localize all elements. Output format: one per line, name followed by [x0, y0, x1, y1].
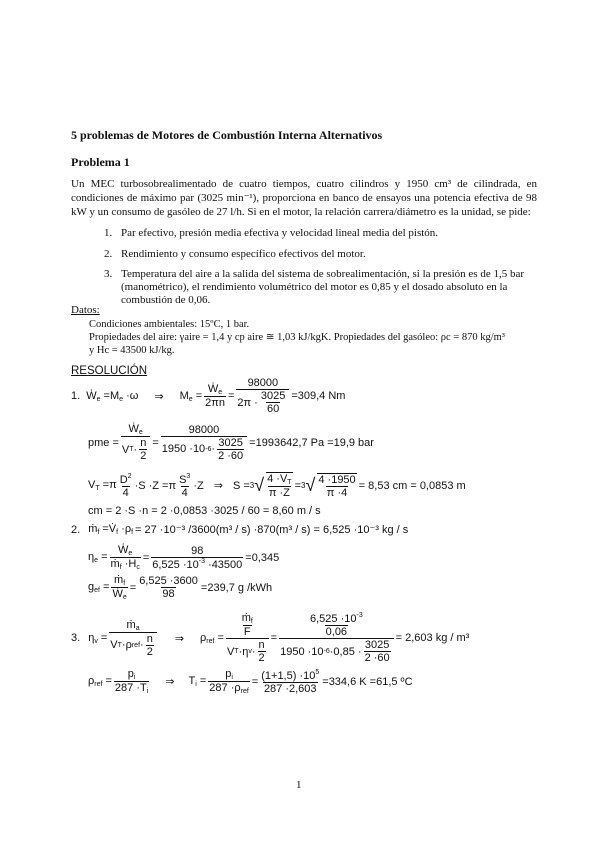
list-item-number: 2. [104, 248, 113, 260]
list-item [104, 268, 538, 307]
equation-temperature: $\rho_{ref}$ = $\frac{p_i}{287 \cdot T_i}$ ⇒ $T_i$ = $\frac{p_i}{287 \cdot\rho_{ref}}$ = $\frac{(1+1,5) \cdot 10^5}{287 \cdot 2,603}$ =334,6 K =61,5 ºC [88, 668, 413, 695]
list-item-text: Rendimiento y consumo específico efectivos del motor. [121, 248, 366, 260]
page-number: 1 [296, 779, 302, 791]
step-number: 2. [71, 523, 81, 536]
list-item-number: 3. [104, 268, 113, 280]
problem-statement: Un MEC turbosobrealimentado de cuatro tiempos, cuatro cilindros y 1950 cm³ de cilindrada, en condiciones de máximo par (3025 min⁻¹), proporciona en banco de ensayos una potencia efectiva de 98 kW y un consumo de gasóleo de 27 l/h. Si en el motor, la relación carrera/diámetro es la unidad, se pide: [71, 178, 537, 218]
list-item-text: Par efectivo, presión media efectiva y velocidad lineal media del pistón. [121, 227, 439, 239]
equation-specific-consumption: $g_{ef}$ = $\frac{ṁ_f}{Ẇ_e}$ = $\frac{6,525 \cdot 3600}{98}$ =239,7 g /kWh [88, 574, 273, 601]
list-item [104, 248, 366, 261]
efficiency-result: =0,345 [245, 551, 280, 564]
resolution-heading: RESOLUCIÓN [71, 365, 148, 377]
equation-piston-speed: cm = 2 ·S ·n = 2 ·0,0853 ·3025 / 60 = 8,60 m / s [88, 505, 321, 517]
equation-power-torque: 1. Ẇ$_e$ $=M_e \cdot\omega$ ⇒ $M_e$ = $\frac{Ẇ_e}{2\pi n}$ = 98000 2π · $\frac{3025}{60}$ =309,4 Nm [71, 377, 346, 415]
datos-line: y Hc = 43500 kJ/kg. [89, 345, 175, 356]
equation-volumetric: 3. $\eta_v$ = ṁ$_a$ V T ·ρ ref · $\frac{n}{2}$ ⇒ $\rho_{ref}$ = $\frac{ṁ_f}{F}$ V T ·η v · $\frac{n}{2}$ = $\frac{6,525 \cdot 10^{-3}}{0,06}$ 1950 ·10 -6 ·0,85 · $\frac{3025}{2 \cdot 60}$ = 2,603 kg / m³ [71, 612, 470, 664]
density-result: = 2,603 kg / m³ [395, 632, 470, 644]
datos-label: Datos: [71, 304, 100, 316]
datos-line: Condiciones ambientales: 15ºC, 1 bar. [89, 319, 250, 330]
temperature-result: =334,6 K =61,5 ºC [322, 675, 413, 688]
step-number: 3. [71, 632, 81, 644]
document-title: 5 problemas de Motores de Combustión Interna Alternativos [71, 128, 383, 142]
list-item-text: Temperatura del aire a la salida del sistema de sobrealimentación, si la presión es de 1,5 bar (manométrico), el rendimiento volumétrico del motor es 0,85 y el dosado absoluto en la combustión de 0,06. [121, 268, 525, 306]
fuel-flow-result: = 27 ·10⁻³ /3600(m³ / s) ·870(m³ / s) = 6,525 ·10⁻³ kg / s [135, 524, 409, 536]
step-number: 1. [71, 390, 81, 402]
equation-efficiency: $\eta_e$ = $\frac{Ẇ_e}{ṁ_f \cdot H_c}$ = $\frac{98}{6,525 \cdot 10^{-3} \cdot 43500}$ =0,345 [88, 544, 280, 571]
equation-stroke: $V_T =\pi$ $\frac{D^2}{4}$ ·S ·Z =π $\frac{S^3}{4}$ ·Z ⇒ S = 3 √ $\frac{4 \cdot V_T}{\pi \cdot Z}$ = 3 √ $\frac{4 \cdot 1950}{\pi \cdot 4}$ = 8,53 cm = 0,0853 m [88, 472, 466, 499]
problem-heading: Problema 1 [71, 155, 130, 169]
equation-pme: pme = Ẇ$_e$ V T · $\frac{n}{2}$ = 98000 1950 ·10 -6 · $\frac{3025}{2 \cdot 60}$ =1993642,7 Pa =19,9 bar [88, 423, 374, 462]
pme-result: =1993642,7 Pa =19,9 bar [249, 436, 374, 449]
list-item-number: 1. [104, 227, 113, 239]
equation-fuel-flow: 2. ṁ$_f$ $=V̇_f \cdot\rho_f$ = 27 ·10⁻³ /3600(m³ / s) ·870(m³ / s) = 6,525 ·10⁻³ kg / s [71, 523, 409, 536]
stroke-result: = 8,53 cm = 0,0853 m [358, 479, 466, 492]
specific-consumption-result: =239,7 g /kWh [200, 581, 273, 594]
list-item [104, 227, 438, 240]
torque-result: =309,4 Nm [291, 390, 346, 402]
datos-line: Propiedades del aire: γaire = 1,4 y cp aire ≅ 1,03 kJ/kgK. Propiedades del gasóleo: ρc = 870 kg/m³ [89, 332, 505, 343]
